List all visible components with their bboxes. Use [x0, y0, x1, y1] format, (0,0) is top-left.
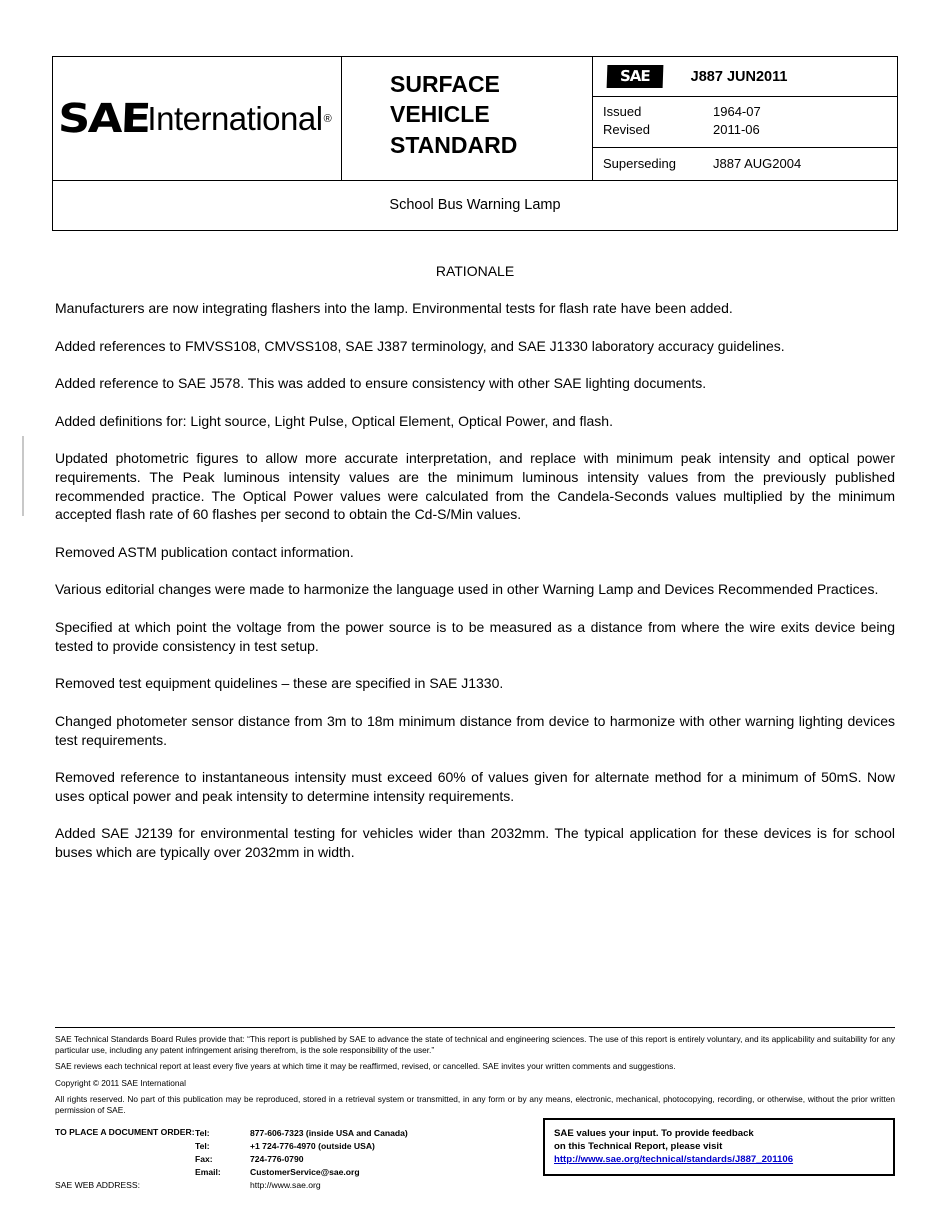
doc-number-row	[593, 57, 897, 97]
issued-row	[603, 103, 891, 121]
contact-label: Email:	[195, 1166, 221, 1177]
body-paragraph: Removed test equipment quidelines – these are specified in SAE J1330.	[55, 675, 504, 692]
body-paragraph: Changed photometer sensor distance from 3m to 18m minimum distance from device to harmonize with other warning lighting devices test requirements.	[55, 712, 895, 748]
body-paragraph: Added references to FMVSS108, CMVSS108, SAE J387 terminology, and SAE J1330 laboratory accuracy guidelines.	[55, 337, 785, 354]
sae-logo	[57, 95, 331, 142]
contact-label: Fax:	[195, 1153, 213, 1164]
footer-legal-standards-board: SAE Technical Standards Board Rules provide that: “This report is published by SAE to advance the state of technical and engineering sciences. The use of this report is entirely voluntary, and its applicability and suitability for any particular use, including any patent infringement arising therefrom, is the sole responsibility of the user.”	[55, 1034, 895, 1055]
body-paragraph: Added reference to SAE J578. This was added to ensure consistency with other SAE lighting documents.	[55, 375, 707, 392]
contact-row	[195, 1140, 408, 1153]
footer-copyright: Copyright © 2011 SAE International	[55, 1077, 186, 1088]
body-paragraph: Various editorial changes were made to harmonize the language used in other Warning Lamp and Devices Recommended Practices.	[55, 581, 879, 598]
contact-row	[195, 1166, 408, 1179]
document-dates	[593, 97, 897, 148]
body-paragraph: Specified at which point the voltage from the power source is to be measured as a distance from where the wire exits device being tested to provide consistency in test setup.	[55, 619, 895, 654]
web-address-label: SAE WEB ADDRESS:	[55, 1180, 141, 1190]
contact-email-value[interactable]: CustomerService@sae.org	[250, 1166, 360, 1177]
header-top-row	[53, 57, 897, 180]
document-footer	[55, 1027, 895, 1122]
body-paragraph: Added SAE J2139 for environmental testing for vehicles wider than 2032mm. The typical application for these devices is for school buses which are typically over 2032mm in width.	[55, 825, 895, 860]
footer-legal-review: SAE reviews each technical report at least every five years at which time it may be reaffirmed, revised, or cancelled. SAE invites your written comments and suggestions.	[55, 1061, 676, 1072]
body-paragraph: Removed ASTM publication contact information.	[55, 543, 354, 560]
revised-row	[603, 121, 891, 139]
revision-change-bar	[22, 436, 24, 516]
sae-logo-mark: SAE	[57, 95, 151, 142]
feedback-link[interactable]: http://www.sae.org/technical/standards/J887_201106	[554, 1154, 794, 1166]
feedback-box	[543, 1118, 895, 1176]
body-paragraph: Removed reference to instantaneous intensity must exceed 60% of values given for alternate method for a minimum of 50mS. Now uses optical power and peak intensity to determine intensity requirements.	[55, 769, 895, 804]
superseding-label: Superseding	[603, 155, 676, 171]
body-paragraph: Added definitions for: Light source, Light Pulse, Optical Element, Optical Power, and flash.	[55, 412, 613, 429]
web-address-value[interactable]: http://www.sae.org	[250, 1180, 321, 1190]
contact-value: +1 724-776-4970 (outside USA)	[250, 1140, 375, 1151]
footer-divider	[55, 1027, 895, 1028]
feedback-line-1: SAE values your input. To provide feedback	[554, 1128, 754, 1139]
superseding-value: J887 AUG2004	[713, 155, 802, 171]
contact-value: 724-776-0790	[250, 1153, 304, 1164]
document-title-cell	[342, 57, 593, 180]
revised-label: Revised	[603, 122, 650, 138]
document-subject: School Bus Warning Lamp	[53, 180, 897, 230]
superseding-row	[593, 148, 897, 180]
registered-trademark-icon: ®	[323, 112, 331, 125]
body-paragraph: Manufacturers are now integrating flashers into the lamp. Environmental tests for flash rate have been added.	[55, 300, 733, 316]
order-contact-list	[195, 1127, 408, 1179]
document-number: J887 JUN2011	[690, 68, 788, 85]
issued-value: 1964-07	[713, 104, 761, 119]
contact-row	[195, 1127, 408, 1140]
section-heading: RATIONALE	[435, 263, 515, 279]
order-title: TO PLACE A DOCUMENT ORDER:	[55, 1127, 195, 1137]
sae-logo-word: International	[147, 99, 323, 137]
sae-logo-cell	[53, 57, 342, 180]
contact-label: Tel:	[195, 1140, 210, 1151]
contact-value: 877-606-7323 (inside USA and Canada)	[250, 1128, 408, 1138]
issued-label: Issued	[603, 104, 642, 119]
footer-legal-rights: All rights reserved. No part of this publication may be reproduced, stored in a retrieval system or transmitted, in any form or by any means, electronic, mechanical, photocopying, recording, or otherwise, without the prior written permission of SAE.	[55, 1094, 895, 1116]
document-header	[52, 56, 898, 231]
contact-label: Tel:	[195, 1128, 210, 1138]
feedback-line-2: on this Technical Report, please visit	[554, 1141, 723, 1153]
revised-value: 2011-06	[713, 122, 760, 138]
sae-badge-icon: SAE	[607, 65, 663, 88]
body-paragraph: Updated photometric figures to allow more accurate interpretation, and replace with minimum peak intensity and optical power requirements. The Peak luminous intensity values are the minimum luminous intensity values from the previously published recommended practice. The Optical Power values were calculated from the Candela-Seconds values multiplied by the minimum accepted flash rate of 60 flashes per second to obtain the Cd-S/Min values.	[55, 450, 895, 523]
page-title: SURFACE VEHICLE STANDARD	[390, 71, 518, 158]
contact-row	[195, 1153, 408, 1166]
document-body	[55, 263, 895, 881]
document-meta-cell	[593, 57, 897, 180]
